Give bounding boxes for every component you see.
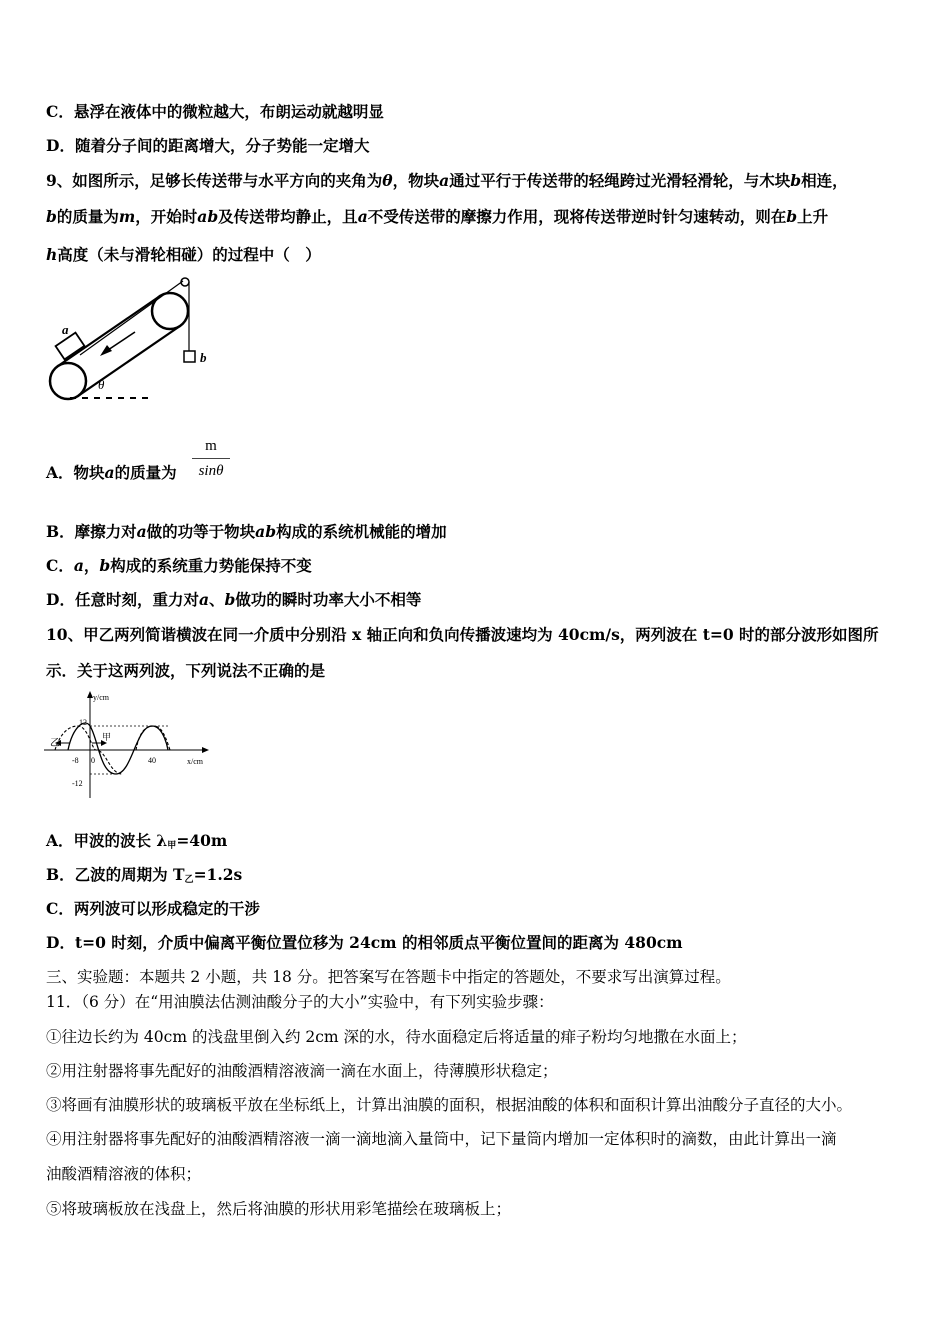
tick-40: 40 bbox=[148, 756, 156, 765]
block-a bbox=[56, 333, 85, 360]
q9-stem-line2: b的质量为m，开始时ab及传送带均静止，且a不受传送带的摩擦力作用，现将传送带逆时针匀速转动，则在b上升 bbox=[46, 207, 829, 226]
x-axis-label: x/cm bbox=[187, 757, 203, 766]
q10-stem-line2: 示．关于这两列波，下列说法不正确的是 bbox=[46, 661, 326, 680]
q9-stem-line3: h高度（未与滑轮相碰）的过程中（ ） bbox=[46, 245, 321, 264]
tick-neg12: -12 bbox=[72, 779, 83, 788]
q10-option-a: A．甲波的波长 $\lambda_甲=40m$ bbox=[46, 831, 228, 851]
step-4-line1: ④用注射器将事先配好的油酸酒精溶液一滴一滴地滴入量筒中，记下量筒内增加一定体积时的滴数，由此计算出一滴 bbox=[46, 1130, 837, 1148]
tick-neg8: -8 bbox=[72, 756, 79, 765]
q8-option-d: D．随着分子间的距离增大，分子势能一定增大 bbox=[46, 136, 370, 155]
fraction-m-over-sin-theta bbox=[190, 436, 232, 481]
q9-option-b: B．摩擦力对a做的功等于物块ab构成的系统机械能的增加 bbox=[46, 522, 447, 541]
q9-stem-line1: 9、如图所示，足够长传送带与水平方向的夹角为θ，物块a通过平行于传送带的轻绳跨过光滑轻滑轮，与木块b相连， bbox=[46, 171, 848, 190]
label-jia: 甲 bbox=[102, 732, 112, 742]
q9-option-c: C．a，b构成的系统重力势能保持不变 bbox=[46, 556, 312, 575]
belt-top bbox=[58, 296, 160, 366]
step-4-line2: 油酸酒精溶液的体积； bbox=[46, 1165, 202, 1183]
wave-jia bbox=[68, 723, 168, 774]
tick-12: 12 bbox=[79, 718, 87, 727]
q10-option-d: D．t=0 时刻，介质中偏离平衡位置位移为 24cm 的相邻质点平衡位置间的距离为 480cm bbox=[46, 933, 683, 952]
label-a: a bbox=[62, 322, 69, 337]
label-theta: θ bbox=[98, 377, 105, 392]
fraction-bar bbox=[192, 458, 230, 459]
step-1: ①往边长约为 40cm 的浅盘里倒入约 2cm 深的水，待水面稳定后将适量的痱子粉均匀地撒在水面上； bbox=[46, 1028, 747, 1046]
arrow-head bbox=[100, 345, 112, 356]
q10-stem-line1: 10、甲乙两列简谐横波在同一介质中分别沿 x 轴正向和负向传播波速均为 40cm/s，两列波在 t=0 时的部分波形如图所 bbox=[46, 625, 879, 644]
section-3-title: 三、实验题：本题共 2 小题，共 18 分。把答案写在答题卡中指定的答题处，不要求写出演算过程。 bbox=[46, 968, 731, 986]
step-3: ③将画有油膜形状的玻璃板平放在坐标纸上，计算出油膜的面积，根据油酸的体积和面积计算出油酸分子直径的大小。 bbox=[46, 1096, 853, 1114]
fraction-numerator: m bbox=[205, 438, 217, 454]
q9-option-a: A．物块a的质量为 bbox=[46, 463, 177, 482]
conveyor-belt-figure bbox=[40, 272, 230, 407]
q10-option-b: B．乙波的周期为 $T_乙=1.2s$ bbox=[46, 865, 243, 885]
q11-stem: 11．（6 分）在“用油膜法估测油酸分子的大小”实验中，有下列实验步骤： bbox=[46, 993, 554, 1011]
q8-option-c: C．悬浮在液体中的微粒越大，布朗运动就越明显 bbox=[46, 102, 384, 121]
step-5: ⑤将玻璃板放在浅盘上，然后将油膜的形状用彩笔描绘在玻璃板上； bbox=[46, 1200, 512, 1218]
label-b: b bbox=[200, 350, 207, 365]
label-yi: 乙 bbox=[50, 738, 60, 749]
q10-option-c: C．两列波可以形成稳定的干涉 bbox=[46, 899, 260, 918]
block-b bbox=[184, 351, 195, 362]
q9-option-d: D．任意时刻，重力对a、b做功的瞬时功率大小不相等 bbox=[46, 590, 422, 609]
wave-figure bbox=[40, 688, 215, 800]
step-2: ②用注射器将事先配好的油酸酒精溶液滴一滴在水面上，待薄膜形状稳定； bbox=[46, 1062, 558, 1080]
x-axis-arrow bbox=[202, 747, 209, 753]
y-axis-label: y/cm bbox=[93, 693, 109, 702]
rope-along-belt bbox=[80, 281, 183, 355]
tick-0: 0 bbox=[91, 756, 95, 765]
fraction-denominator: sinθ bbox=[198, 463, 224, 479]
